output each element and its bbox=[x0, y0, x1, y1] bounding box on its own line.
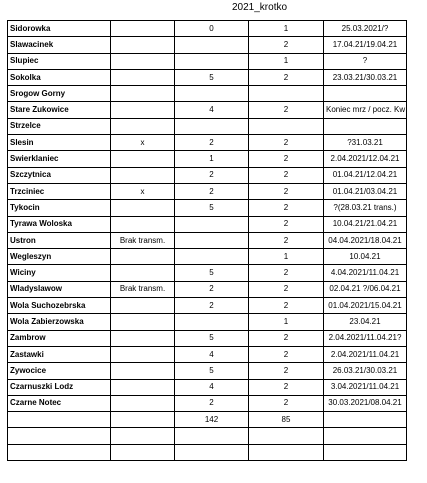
cell-value-b: 1 bbox=[249, 53, 324, 69]
cell-value-b: 2 bbox=[249, 379, 324, 395]
cell-name: Wegleszyn bbox=[8, 249, 111, 265]
cell-dates: 17.04.21/19.04.21 bbox=[324, 37, 407, 53]
cell-value-b: 2 bbox=[249, 395, 324, 411]
cell-value-b: 1 bbox=[249, 249, 324, 265]
cell-dates: 01.04.2021/15.04.21 bbox=[324, 298, 407, 314]
cell-note bbox=[111, 118, 175, 134]
cell-blank bbox=[324, 428, 407, 444]
cell-dates: 01.04.21/03.04.21 bbox=[324, 183, 407, 199]
cell-name: Slesin bbox=[8, 135, 111, 151]
cell-note bbox=[111, 86, 175, 102]
cell-value-b: 2 bbox=[249, 135, 324, 151]
cell-name: Czarnuszki Lodz bbox=[8, 379, 111, 395]
cell-name: Zambrow bbox=[8, 330, 111, 346]
cell-dates: 26.03.21/30.03.21 bbox=[324, 363, 407, 379]
cell-note: x bbox=[111, 135, 175, 151]
cell-value-a bbox=[175, 232, 249, 248]
cell-dates: 02.04.21 ?/06.04.21 bbox=[324, 281, 407, 297]
cell-value-a: 2 bbox=[175, 135, 249, 151]
cell-note bbox=[111, 69, 175, 85]
cell-dates: 04.04.2021/18.04.21 bbox=[324, 232, 407, 248]
cell-value-b: 2 bbox=[249, 298, 324, 314]
cell-note: Brak transm. bbox=[111, 232, 175, 248]
cell-value-b: 2 bbox=[249, 69, 324, 85]
cell-dates: 30.03.2021/08.04.21 bbox=[324, 395, 407, 411]
cell-value-a: 2 bbox=[175, 281, 249, 297]
table-row bbox=[8, 21, 407, 37]
cell-dates: 23.04.21 bbox=[324, 314, 407, 330]
cell-value-a: 2 bbox=[175, 167, 249, 183]
cell-dates: 23.03.21/30.03.21 bbox=[324, 69, 407, 85]
cell-value-b: 2 bbox=[249, 232, 324, 248]
cell-value-b: 2 bbox=[249, 265, 324, 281]
cell-name: Szczytnica bbox=[8, 167, 111, 183]
cell-dates: 4.04.2021/11.04.21 bbox=[324, 265, 407, 281]
cell-name: Tykocin bbox=[8, 200, 111, 216]
cell-dates: 2.04.2021/11.04.21? bbox=[324, 330, 407, 346]
cell-note bbox=[111, 102, 175, 118]
table-row bbox=[8, 281, 407, 297]
table-row bbox=[8, 53, 407, 69]
cell-blank bbox=[175, 444, 249, 460]
cell-value-a: 2 bbox=[175, 298, 249, 314]
cell-note bbox=[111, 167, 175, 183]
cell-blank bbox=[175, 428, 249, 444]
cell-value-b: 2 bbox=[249, 363, 324, 379]
table-row bbox=[8, 379, 407, 395]
cell-value-a: 4 bbox=[175, 102, 249, 118]
table-row bbox=[8, 346, 407, 362]
table-row bbox=[8, 183, 407, 199]
totals-row bbox=[8, 412, 407, 428]
table-row bbox=[8, 298, 407, 314]
cell-note bbox=[111, 363, 175, 379]
cell-blank bbox=[249, 428, 324, 444]
cell-blank bbox=[324, 412, 407, 428]
cell-note bbox=[111, 298, 175, 314]
cell-dates: ? bbox=[324, 53, 407, 69]
empty-row bbox=[8, 444, 407, 460]
table-row bbox=[8, 330, 407, 346]
cell-note bbox=[111, 379, 175, 395]
cell-dates: 10.04.21/21.04.21 bbox=[324, 216, 407, 232]
table-row bbox=[8, 37, 407, 53]
cell-value-b: 1 bbox=[249, 21, 324, 37]
cell-value-a bbox=[175, 86, 249, 102]
cell-name: Srogow Gorny bbox=[8, 86, 111, 102]
cell-name: Slawacinek bbox=[8, 37, 111, 53]
cell-value-b: 2 bbox=[249, 151, 324, 167]
cell-blank bbox=[111, 412, 175, 428]
cell-value-a: 5 bbox=[175, 200, 249, 216]
cell-blank bbox=[8, 412, 111, 428]
table-row bbox=[8, 102, 407, 118]
cell-value-b: 2 bbox=[249, 216, 324, 232]
table-row bbox=[8, 363, 407, 379]
cell-note bbox=[111, 151, 175, 167]
table-row bbox=[8, 69, 407, 85]
cell-note bbox=[111, 53, 175, 69]
cell-note bbox=[111, 314, 175, 330]
cell-name: Trzciniec bbox=[8, 183, 111, 199]
cell-value-b: 2 bbox=[249, 281, 324, 297]
cell-blank bbox=[111, 428, 175, 444]
cell-value-a: 1 bbox=[175, 151, 249, 167]
table-row bbox=[8, 167, 407, 183]
cell-value-a bbox=[175, 118, 249, 134]
cell-dates: 3.04.2021/11.04.21 bbox=[324, 379, 407, 395]
cell-blank bbox=[249, 444, 324, 460]
cell-name: Wiciny bbox=[8, 265, 111, 281]
table-row bbox=[8, 200, 407, 216]
cell-note bbox=[111, 216, 175, 232]
cell-dates: ?31.03.21 bbox=[324, 135, 407, 151]
table-row bbox=[8, 395, 407, 411]
cell-name: Zywocice bbox=[8, 363, 111, 379]
table-row bbox=[8, 151, 407, 167]
cell-value-a: 2 bbox=[175, 183, 249, 199]
cell-value-b bbox=[249, 86, 324, 102]
cell-dates: 25.03.2021/? bbox=[324, 21, 407, 37]
cell-note: x bbox=[111, 183, 175, 199]
table-row bbox=[8, 232, 407, 248]
cell-name: Wola Zabierzowska bbox=[8, 314, 111, 330]
cell-blank bbox=[8, 444, 111, 460]
cell-dates: 10.04.21 bbox=[324, 249, 407, 265]
cell-value-a bbox=[175, 314, 249, 330]
cell-name: Czarne Notec bbox=[8, 395, 111, 411]
cell-note: Brak transm. bbox=[111, 281, 175, 297]
table-row bbox=[8, 249, 407, 265]
cell-dates: 2.04.2021/12.04.21 bbox=[324, 151, 407, 167]
cell-value-a: 5 bbox=[175, 330, 249, 346]
table-row bbox=[8, 216, 407, 232]
cell-value-b: 1 bbox=[249, 314, 324, 330]
cell-value-a: 0 bbox=[175, 21, 249, 37]
cell-name: Tyrawa Woloska bbox=[8, 216, 111, 232]
cell-value-a: 4 bbox=[175, 346, 249, 362]
cell-name: Wola Suchozebrska bbox=[8, 298, 111, 314]
cell-name: Stare Zukowice bbox=[8, 102, 111, 118]
cell-value-a bbox=[175, 37, 249, 53]
cell-note bbox=[111, 249, 175, 265]
cell-note bbox=[111, 330, 175, 346]
cell-blank bbox=[324, 444, 407, 460]
cell-value-a: 2 bbox=[175, 395, 249, 411]
table-row bbox=[8, 265, 407, 281]
cell-note bbox=[111, 395, 175, 411]
cell-dates: 2.04.2021/11.04.21 bbox=[324, 346, 407, 362]
cell-value-b: 2 bbox=[249, 167, 324, 183]
total-value-b: 85 bbox=[249, 412, 324, 428]
cell-name: Strzelce bbox=[8, 118, 111, 134]
cell-name: Slupiec bbox=[8, 53, 111, 69]
cell-name: Ustron bbox=[8, 232, 111, 248]
cell-value-b bbox=[249, 118, 324, 134]
data-table bbox=[7, 20, 407, 461]
cell-dates bbox=[324, 118, 407, 134]
cell-note bbox=[111, 37, 175, 53]
cell-dates bbox=[324, 86, 407, 102]
cell-dates: ?(28.03.21 trans.) bbox=[324, 200, 407, 216]
cell-value-a bbox=[175, 216, 249, 232]
cell-value-a bbox=[175, 249, 249, 265]
cell-dates: 01.04.21/12.04.21 bbox=[324, 167, 407, 183]
cell-dates: Koniec mrz / pocz. Kw bbox=[324, 102, 407, 118]
cell-value-b: 2 bbox=[249, 346, 324, 362]
cell-value-b: 2 bbox=[249, 102, 324, 118]
cell-value-b: 2 bbox=[249, 200, 324, 216]
cell-note bbox=[111, 265, 175, 281]
cell-blank bbox=[111, 444, 175, 460]
cell-value-a: 5 bbox=[175, 363, 249, 379]
table-row bbox=[8, 314, 407, 330]
cell-name: Zastawki bbox=[8, 346, 111, 362]
cell-value-a bbox=[175, 53, 249, 69]
cell-name: Swierklaniec bbox=[8, 151, 111, 167]
cell-value-a: 5 bbox=[175, 69, 249, 85]
total-value-a: 142 bbox=[175, 412, 249, 428]
cell-note bbox=[111, 346, 175, 362]
cell-blank bbox=[8, 428, 111, 444]
cell-name: Sokolka bbox=[8, 69, 111, 85]
cell-note bbox=[111, 21, 175, 37]
cell-value-b: 2 bbox=[249, 37, 324, 53]
cell-note bbox=[111, 200, 175, 216]
cell-value-a: 5 bbox=[175, 265, 249, 281]
cell-value-b: 2 bbox=[249, 330, 324, 346]
table-row bbox=[8, 135, 407, 151]
cell-name: Sidorowka bbox=[8, 21, 111, 37]
cell-value-b: 2 bbox=[249, 183, 324, 199]
table-row bbox=[8, 118, 407, 134]
empty-row bbox=[8, 428, 407, 444]
sheet-title: 2021_krotko bbox=[232, 2, 288, 13]
cell-name: Wladyslawow bbox=[8, 281, 111, 297]
table-row bbox=[8, 86, 407, 102]
cell-value-a: 4 bbox=[175, 379, 249, 395]
